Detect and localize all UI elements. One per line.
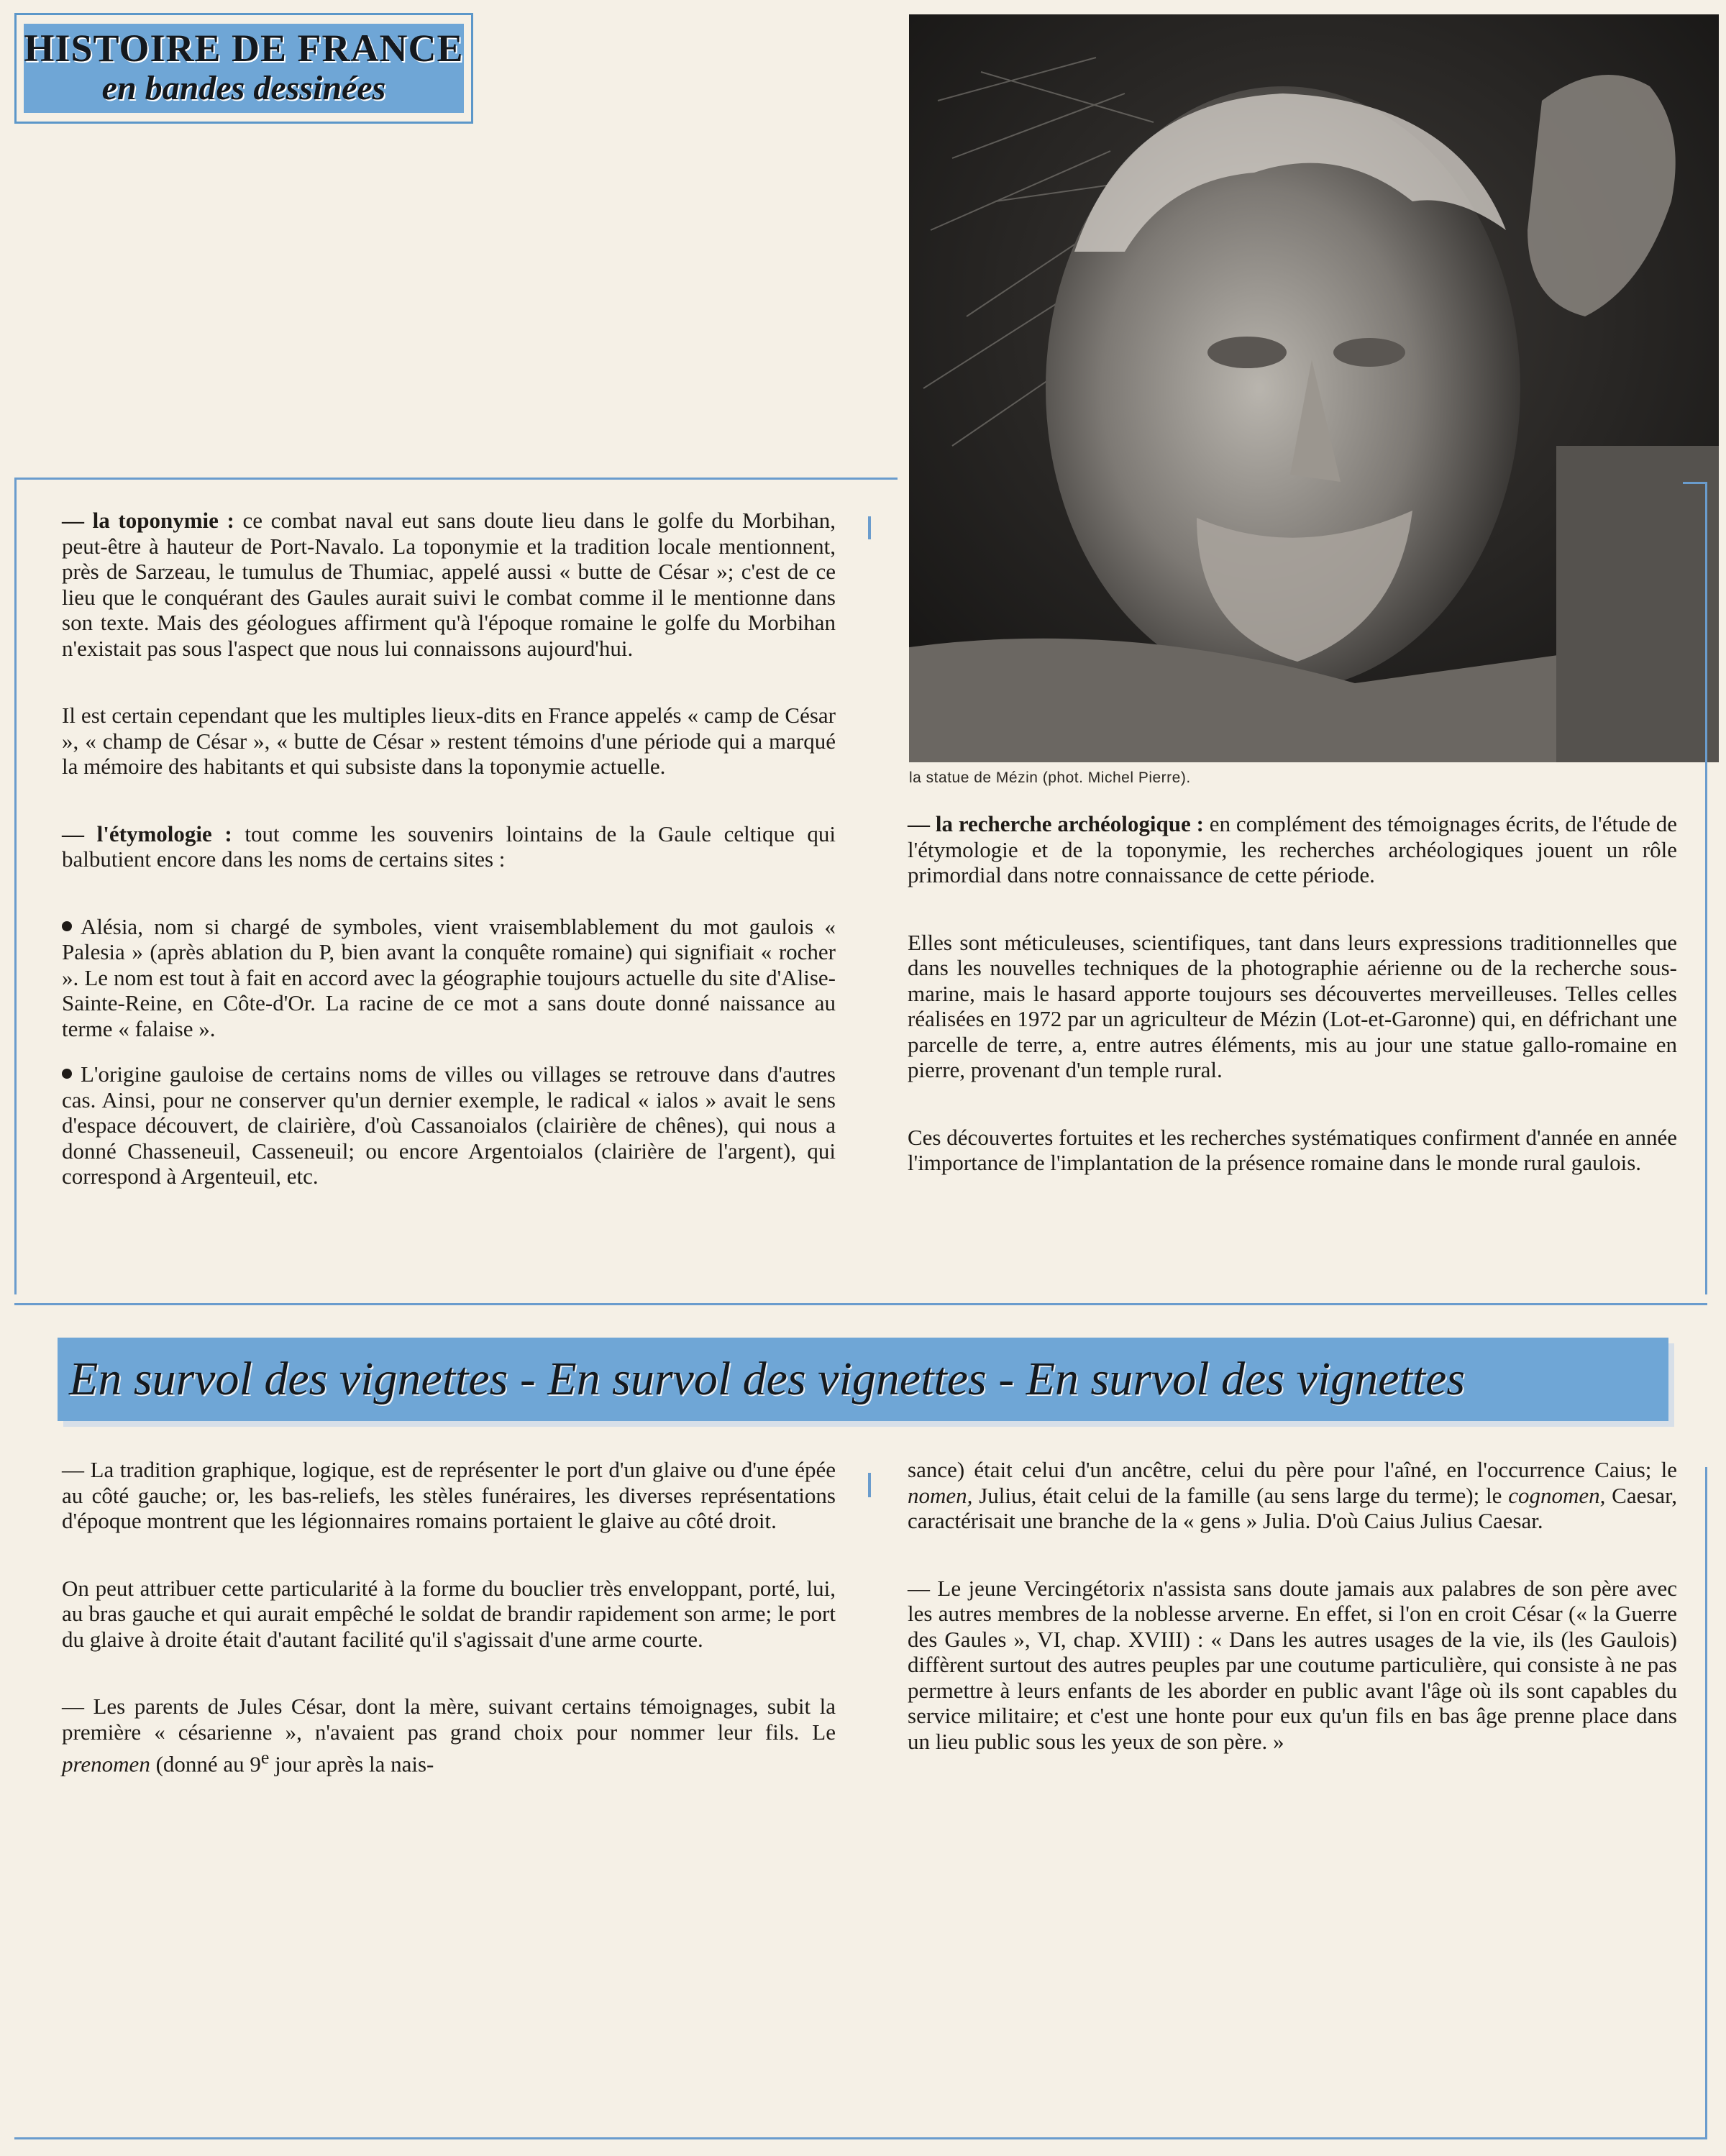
bullet-icon: [62, 1069, 72, 1079]
nomenclature-text: sance) était celui d'un ancêtre, celui du père pour l'aîné, en l'occurrence Caius; le: [908, 1457, 1677, 1482]
frame-line-right-vertical: [1705, 482, 1707, 1294]
section-header-title: HISTOIRE DE FRANCE: [24, 27, 464, 70]
frame-line-mid: [14, 1303, 1707, 1305]
recherche-paragraph: [908, 811, 1677, 888]
toponymie-text: ce combat naval eut sans doute lieu dans le golfe du Morbihan, peut-être à hauteur de Port-Navalo. La toponymie et la tradition locale mentionnent, près de Sarzeau, le tumulus de Thumiac, appelé aussi « butte de César »; c'est de ce lieu que le conquérant des Gaules aurait suivi le combat comme il le mentionne dans son texte. Mais des géologues affirment qu'à l'époque romaine le golfe du Morbihan n'existait pas sous l'aspect que nous lui connaissons aujourd'hui.: [62, 508, 836, 661]
lieux-dits-paragraph: Il est certain cependant que les multiples lieux-dits en France appelés « camp de César », « champ de César », « butte de César » restent témoins d'une période qui a marqué la mémoire des habitants et qui subsiste dans la toponymie actuelle.: [62, 703, 836, 779]
nomenclature-text-3: Caesar, caractérisait une branche de la « gens » Julia. D'où Caius Julius Caesar.: [908, 1482, 1677, 1533]
toponymie-label: — la toponymie :: [62, 508, 234, 533]
section-banner-title: En survol des vignettes - En survol des vignettes - En survol des vignettes: [69, 1353, 1466, 1405]
cesar-parents-text-2: (donné au 9: [150, 1751, 261, 1777]
section-header-subtitle: en bandes dessinées: [101, 69, 386, 107]
toponymie-paragraph: [62, 508, 836, 661]
statue-photo-image: [909, 14, 1719, 762]
nomenclature-paragraph: [908, 1457, 1677, 1534]
alesia-bullet-item: [62, 914, 836, 1042]
left-top-column: [62, 508, 836, 1231]
bullet-icon: [62, 921, 72, 931]
etymologie-paragraph: [62, 821, 836, 872]
frame-line-bottom-right-vertical: [1705, 1467, 1707, 2139]
section-banner: [58, 1338, 1668, 1421]
frame-line-bottom: [14, 2137, 1707, 2139]
column-divider-bottom: [868, 1473, 871, 1497]
nomenclature-text-2: Julius, était celui de la famille (au sens large du terme); le: [972, 1482, 1509, 1508]
section-header-fill: [24, 24, 464, 113]
cesar-parents-paragraph: [62, 1694, 836, 1777]
left-bottom-column: [62, 1457, 836, 1819]
alesia-text: Alésia, nom si chargé de symboles, vient vraisemblablement du mot gaulois « Palesia » (après ablation du P, bien avant la conquête romaine) qui signifiait « rocher ». Le nom est tout à fait en accord avec la géographie toujours actuelle du site d'Alise-Sainte-Reine, en Côte-d'Or. La racine de ce mot a sans doute donné naissance au terme « falaise ».: [62, 913, 836, 1041]
photo-caption: la statue de Mézin (phot. Michel Pierre).: [909, 769, 1191, 786]
cesar-parents-text: — Les parents de Jules César, dont la mère, suivant certains témoignages, subit la première « césarienne », n'avaient pas grand choix pour nommer leur fils. Le: [62, 1694, 836, 1745]
etymologie-text: tout comme les souvenirs lointains de la Gaule celtique qui balbutient encore dans les noms de certains sites :: [62, 821, 836, 872]
section-header-badge: [14, 13, 473, 124]
nomen-term: nomen,: [908, 1482, 973, 1508]
right-bottom-column: [908, 1457, 1677, 1796]
bouclier-paragraph: On peut attribuer cette particularité à la forme du bouclier très enveloppant, porté, lui, au bras gauche et qui aurait empêché le soldat de brandir rapidement son arme; le port du glaive à droite était d'autant facilité qu'il s'agissait d'une arme courte.: [62, 1575, 836, 1652]
statue-photo: [909, 14, 1719, 762]
prenomen-term: prenomen: [62, 1751, 150, 1777]
decouvertes-paragraph: Ces découvertes fortuites et les recherches systématiques confirment d'année en année l'importance de l'implantation de la présence romaine dans le monde rural gaulois.: [908, 1124, 1677, 1175]
glaive-paragraph: — La tradition graphique, logique, est de représenter le port d'un glaive ou d'une épée au côté gauche; or, les bas-reliefs, les stèles funéraires, les diverses représentations d'époque montrent que les légionnaires romains portaient le glaive au côté droit.: [62, 1457, 836, 1533]
frame-line-top-right: [1683, 482, 1707, 484]
etymologie-label: — l'étymologie :: [62, 821, 232, 846]
ialos-bullet-item: [62, 1061, 836, 1189]
methodes-paragraph: Elles sont méticuleuses, scientifiques, tant dans leurs expressions traditionnelles que dans les nouvelles techniques de la photographie aérienne ou de la recherche sous-marine, mais le hasard apporte toujours ses découvertes merveilleuses. Telles celles réalisées en 1972 par un agriculteur de Mézin (Lot-et-Garonne) qui, en défrichant une parcelle de terre, a, entre autres éléments, mis au jour une statue gallo-romaine en pierre, provenant d'un temple rural.: [908, 929, 1677, 1082]
frame-line-left-vertical: [14, 478, 17, 1294]
frame-line-top-left: [14, 478, 898, 480]
cesar-parents-text-3: jour après la nais-: [269, 1751, 434, 1777]
cognomen-term: cognomen,: [1508, 1482, 1606, 1508]
ordinal-suffix: e: [260, 1747, 270, 1768]
vercingetorix-paragraph: — Le jeune Vercingétorix n'assista sans doute jamais aux palabres de son père avec les autres membres de la noblesse arverne. En effet, si l'on en croit César (« la Guerre des Gaules », VI, chap. XVIII) : « Dans les autres usages de la vie, ils (les Gaulois) diffèrent surtout des autres peuples par une coutume particulière, qui consiste à ne pas permettre à leurs enfants de les aborder en public avant l'âge où ils sont capables du service militaire; et c'est une honte pour eux qu'un fils en bas âge prenne place dans un lieu public sous les yeux de son père. »: [908, 1575, 1677, 1754]
ialos-text: L'origine gauloise de certains noms de villes ou villages se retrouve dans d'autres cas. Ainsi, pour ne conserver qu'un dernier exemple, le radical « ialos » avait le sens d'espace découvert, de clairière, d'où Cassanoialos (clairière de chênes), qui nous a donné Chasseneuil, Casseneuil; ou encore Argentoialos (clairière de l'argent), qui correspond à Argenteuil, etc.: [62, 1061, 836, 1189]
right-top-column: [908, 811, 1677, 1218]
recherche-label: — la recherche archéologique :: [908, 811, 1204, 836]
column-divider-top: [868, 516, 871, 539]
recherche-text: en complément des témoignages écrits, de l'étude de l'étymologie et de la toponymie, les recherches archéologiques jouent un rôle primordial dans notre connaissance de cette période.: [908, 811, 1677, 887]
